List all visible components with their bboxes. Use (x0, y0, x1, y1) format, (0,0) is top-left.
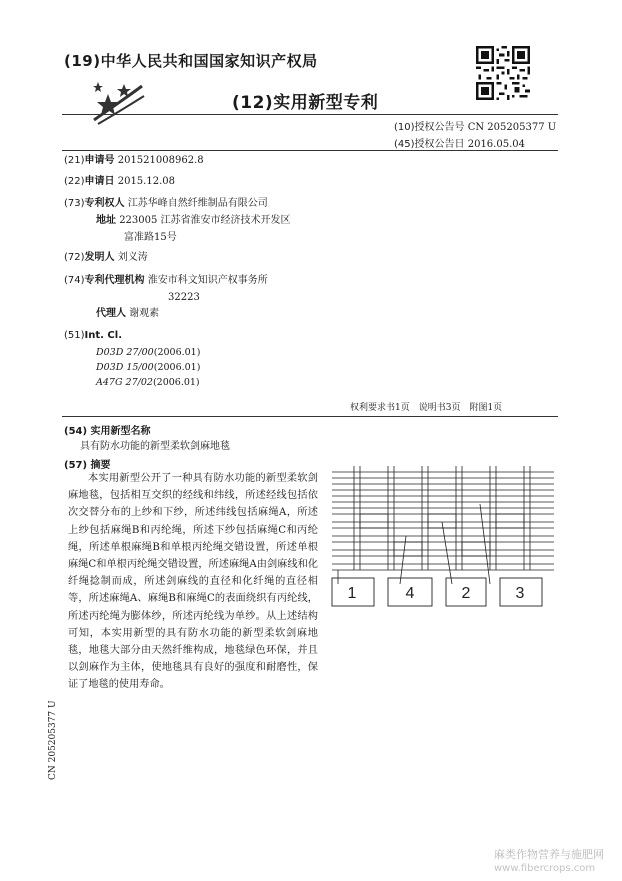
address-line-1: 223005 江苏省淮安市经济技术开发区 (119, 215, 291, 226)
figure-label: 4 (405, 585, 415, 602)
publication-number-row (394, 118, 556, 133)
patentee-name: 江苏华峰自然纤维制品有限公司 (127, 198, 268, 209)
title-label: (54) 实用新型名称 (64, 426, 151, 437)
ipc-code (96, 362, 200, 373)
pages-info: 权利要求书1页 说明书3页 附图1页 (350, 403, 503, 413)
field-label: 地址 (96, 215, 116, 226)
inventor-name: 刘义涛 (117, 252, 148, 263)
field-label: 代理人 (96, 308, 126, 319)
figure-label: 2 (461, 585, 471, 602)
ipc-code-value: D03D 15/00 (96, 362, 154, 373)
emblem-icon (90, 80, 146, 126)
weave-structure-figure (330, 466, 558, 608)
field-label: Int. Cl. (84, 330, 122, 341)
patentee-field (64, 197, 268, 211)
agent-field (96, 307, 159, 321)
field-code: (22) (64, 176, 85, 187)
agency-name: 淮安市科文知识产权事务所 (147, 275, 268, 286)
application-number-field (64, 154, 204, 168)
application-date: 2015.12.08 (117, 176, 175, 187)
application-number: 201521008962.8 (117, 155, 204, 166)
field-code: (73) (64, 198, 85, 209)
utility-model-title: 具有防水功能的新型柔软剑麻地毯 (80, 441, 230, 452)
application-date-field (64, 175, 175, 189)
field-code: (72) (64, 252, 85, 263)
ipc-code (96, 377, 200, 388)
abstract-text: 本实用新型公开了一种具有防水功能的新型柔软剑麻地毯，包括相互交织的经线和纬线，所述经线包括依次交替分布的上纱和下纱，所述纬线包括麻绳A，所述上纱包括麻绳B和丙纶绳，所述下纱包括麻绳C和丙纶绳，所述单根麻绳B和单根丙纶绳交错设置，所述单根麻绳C和单根丙纶绳交错设置，所述麻绳A由剑麻线和化纤绳捻制而成，所述剑麻线的直径和化纤绳的直径相等，所述麻绳A、麻绳B和麻绳C的表面绕织有丙纶线，所述丙纶绳为膨体纱，所述丙纶线为单纱。从上述结构可知，本实用新型的具有防水功能的新型柔软剑麻地毯，地毯大部分由天然纤维构成，地毯绿色环保，并且以剑麻作为主体，使地毯具有良好的强度和耐磨性，保证了地毯的使用寿命。 (68, 473, 318, 691)
qr-code-icon (476, 46, 530, 100)
agent-name: 谢观素 (129, 308, 160, 319)
publication-number-label: (10)授权公告号 (394, 122, 465, 133)
ipc-code-year: (2006.01) (153, 362, 201, 373)
bib-rule (62, 150, 558, 151)
field-label: 申请号 (84, 155, 115, 166)
ipc-code-value: D03D 27/00 (96, 347, 154, 358)
ipc-code-value: A47G 27/02 (96, 377, 153, 388)
field-label: 专利代理机构 (84, 275, 145, 286)
ipc-code-year: (2006.01) (152, 377, 200, 388)
publication-date: 2016.05.04 (467, 139, 525, 150)
watermark-url: www.fibercrops.com (494, 863, 596, 874)
office-name: (19)中华人民共和国国家知识产权局 (64, 52, 318, 70)
agency-field (64, 274, 268, 288)
header-rule (62, 114, 558, 115)
intcl-field (64, 329, 122, 343)
field-label: 专利权人 (84, 198, 125, 209)
figure-label: 3 (515, 585, 525, 602)
document-kind: (12)实用新型专利 (232, 93, 379, 113)
field-label: 发明人 (84, 252, 115, 263)
address-line-2: 富准路15号 (124, 232, 177, 243)
ipc-code-year: (2006.01) (153, 347, 201, 358)
watermark (494, 848, 604, 876)
ipc-code (96, 347, 200, 358)
figure-label: 1 (347, 585, 357, 602)
abstract-label: (57) 摘要 (64, 460, 111, 471)
field-code: (74) (64, 275, 85, 286)
agency-code: 32223 (168, 292, 200, 303)
field-code: (21) (64, 155, 85, 166)
inventor-field (64, 251, 148, 265)
watermark-site-name: 麻类作物营养与施肥网 (494, 848, 604, 861)
publication-date-row (394, 135, 525, 150)
abstract-rule (62, 416, 558, 417)
field-code: (51) (64, 330, 85, 341)
publication-date-label: (45)授权公告日 (394, 139, 465, 150)
address-field (96, 214, 291, 228)
side-publication-code: CN 205205377 U (48, 700, 58, 780)
field-label: 申请日 (84, 176, 115, 187)
publication-number: CN 205205377 U (467, 122, 557, 133)
